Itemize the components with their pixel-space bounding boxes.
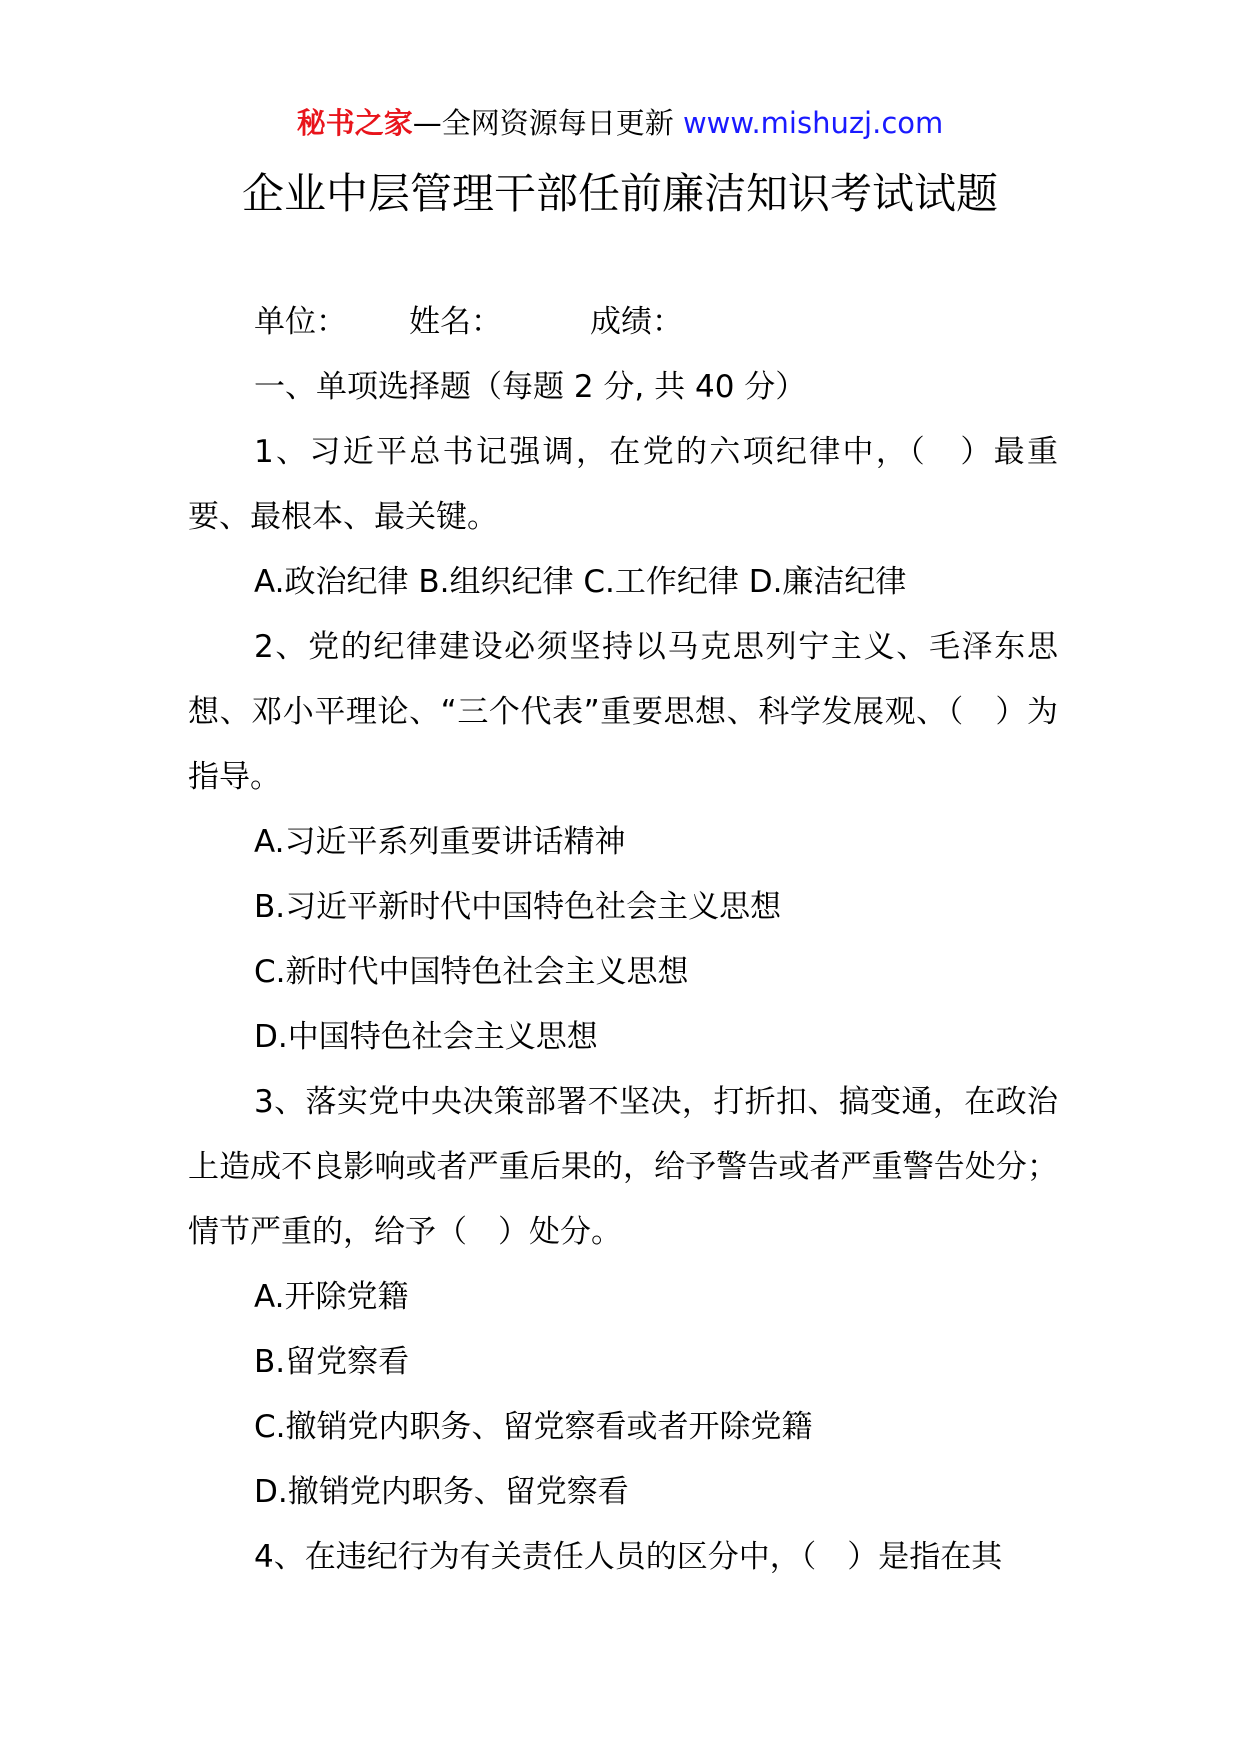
unit-label: 单位： [254, 304, 347, 340]
question-option: A.政治纪律 B.组织纪律 C.工作纪律 D.廉洁纪律 [254, 564, 907, 600]
question-option: A.开除党籍 [254, 1279, 409, 1315]
name-label: 姓名： [409, 304, 502, 340]
question-option: D.撤销党内职务、留党察看 [254, 1474, 629, 1510]
question-stem: 3、落实党中央决策部署不坚决，打折扣、搞变通，在政治上造成不良影响或者严重后果的，给予警告或者严重警告处分；情节严重的，给予（ ）处分。 [188, 1084, 1058, 1250]
document-body [188, 290, 1058, 1590]
question-option: C.撤销党内职务、留党察看或者开除党籍 [254, 1409, 813, 1445]
question-stem: 4、在违纪行为有关责任人员的区分中，（ ）是指在其 [254, 1539, 1003, 1575]
brand-tagline: —全网资源每日更新 [412, 106, 674, 140]
brand-name: 秘书之家 [296, 106, 413, 140]
question-option: A.习近平系列重要讲话精神 [254, 824, 626, 860]
question-option: D.中国特色社会主义思想 [254, 1019, 598, 1055]
site-url[interactable]: www.mishuzj.com [682, 106, 944, 140]
section-heading: 一、单项选择题（每题 2 分, 共 40 分） [254, 369, 807, 405]
question-stem: 2、党的纪律建设必须坚持以马克思列宁主义、毛泽东思想、邓小平理论、“三个代表”重要思想、科学发展观、（ ）为指导。 [188, 629, 1058, 795]
question-option: B.习近平新时代中国特色社会主义思想 [254, 889, 782, 925]
info-row [188, 290, 1058, 355]
question-option: C.新时代中国特色社会主义思想 [254, 954, 689, 990]
question-option: B.留党察看 [254, 1344, 410, 1380]
score-label: 成绩： [590, 304, 683, 340]
watermark-header [0, 100, 1240, 146]
question-stem: 1、习近平总书记强调，在党的六项纪律中，（ ）最重要、最根本、最关键。 [188, 434, 1058, 535]
document-title: 企业中层管理干部任前廉洁知识考试试题 [241, 169, 998, 218]
